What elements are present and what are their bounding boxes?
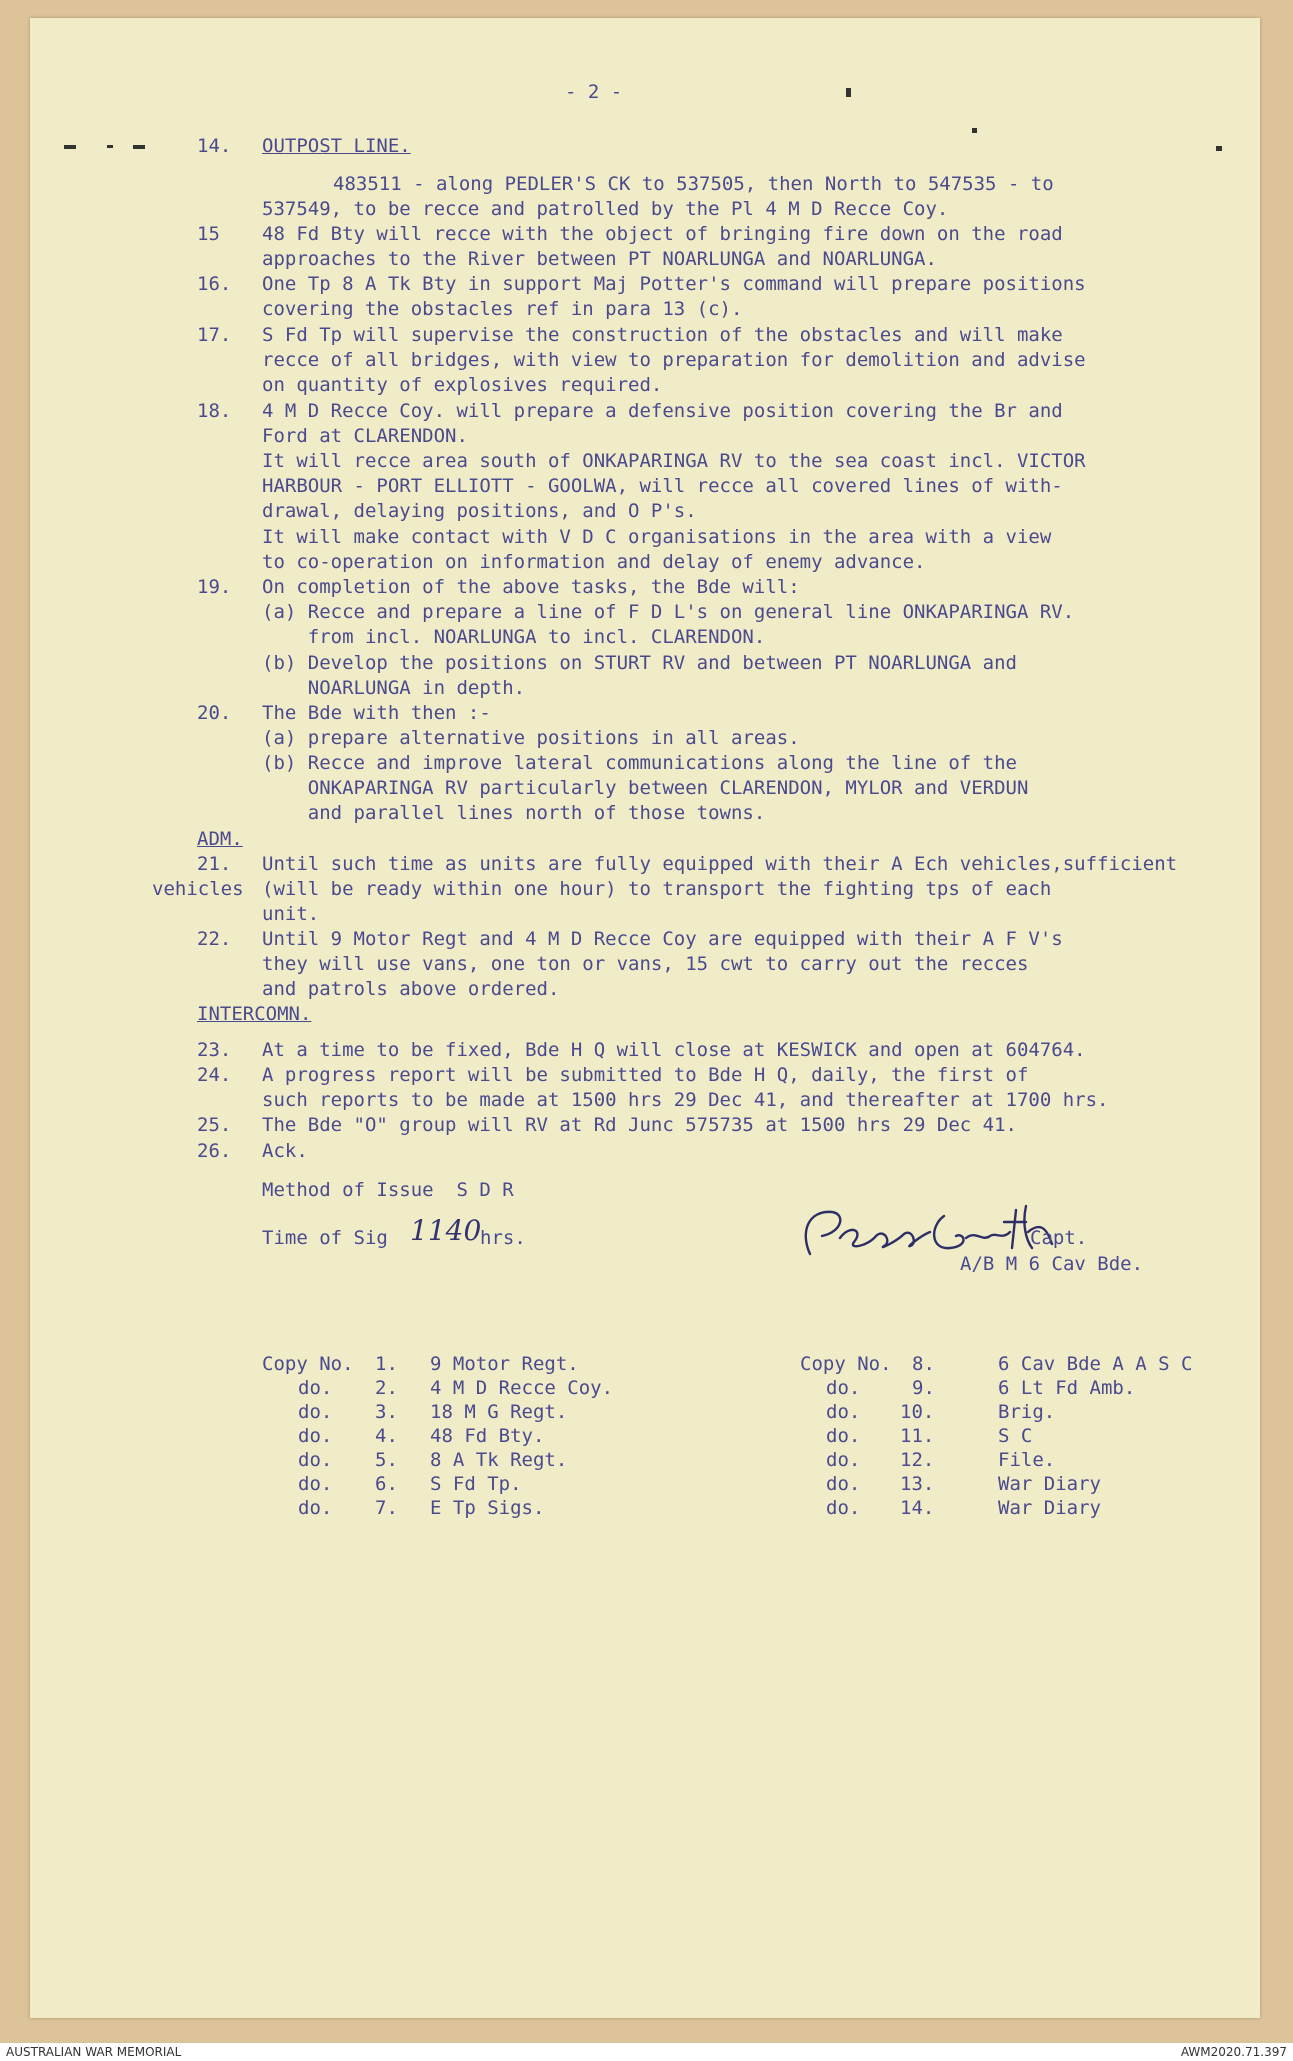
time-of-sig-handwritten: 1140 xyxy=(410,1214,482,1247)
dist-unit: Brig. xyxy=(998,1401,1056,1423)
punch-mark-1 xyxy=(64,145,76,149)
para-19-b-line-2: NOARLUNGA in depth. xyxy=(262,677,526,699)
para-18-line-2: Ford at CLARENDON. xyxy=(262,425,468,447)
para-23-number: 23. xyxy=(197,1039,232,1061)
para-18-number: 18. xyxy=(197,400,232,422)
para-17-line-2: recce of all bridges, with view to preparation for demolition and advise xyxy=(262,349,1086,371)
para-23-line-1: At a time to be fixed, Bde H Q will close at KESWICK and open at 604764. xyxy=(262,1039,1086,1061)
dist-label: do. xyxy=(298,1425,333,1447)
time-of-sig-suffix: hrs. xyxy=(480,1227,526,1249)
para-19-a-line-1: (a) Recce and prepare a line of F D L's on general line ONKAPARINGA RV. xyxy=(262,601,1075,623)
dist-num: 2. xyxy=(375,1377,398,1399)
para-17-line-3: on quantity of explosives required. xyxy=(262,374,663,396)
para-18-line-4: HARBOUR - PORT ELLIOTT - GOOLWA, will recce all covered lines of with- xyxy=(262,475,1063,497)
punch-mark-3 xyxy=(133,145,145,149)
footer-institution: AUSTRALIAN WAR MEMORIAL xyxy=(6,2045,182,2059)
para-25-line-1: The Bde "O" group will RV at Rd Junc 575735 at 1500 hrs 29 Dec 41. xyxy=(262,1114,1017,1136)
adm-heading: ADM. xyxy=(197,828,243,850)
dist-label: do. xyxy=(826,1425,861,1447)
dist-num: 10. xyxy=(900,1401,935,1423)
para-22-line-1: Until 9 Motor Regt and 4 M D Recce Coy are equipped with their A F V's xyxy=(262,928,1063,950)
dist-unit: 4 M D Recce Coy. xyxy=(430,1377,614,1399)
dist-label: Copy No. xyxy=(262,1353,354,1375)
dist-label: do. xyxy=(826,1449,861,1471)
para-18-line-1: 4 M D Recce Coy. will prepare a defensive position covering the Br and xyxy=(262,400,1063,422)
para-17-line-1: S Fd Tp will supervise the construction of the obstacles and will make xyxy=(262,324,1063,346)
para-19-line-1: On completion of the above tasks, the Bde will: xyxy=(262,576,800,598)
dist-unit: S C xyxy=(998,1425,1033,1447)
dist-num: 4. xyxy=(375,1425,398,1447)
outpost-line-heading: OUTPOST LINE. xyxy=(262,135,411,157)
dist-num: 5. xyxy=(375,1449,398,1471)
dist-unit: 18 M G Regt. xyxy=(430,1401,568,1423)
ink-speck-1 xyxy=(846,88,851,97)
para-21-margin-word: vehicles xyxy=(152,878,244,900)
dist-num: 3. xyxy=(375,1401,398,1423)
dist-num: 9. xyxy=(912,1377,935,1399)
dist-label: do. xyxy=(298,1377,333,1399)
method-of-issue: Method of Issue S D R xyxy=(262,1179,514,1201)
dist-label: do. xyxy=(298,1473,333,1495)
dist-unit: 48 Fd Bty. xyxy=(430,1425,545,1447)
para-14-number: 14. xyxy=(197,135,232,157)
para-22-number: 22. xyxy=(197,928,232,950)
footer-accession-number: AWM2020.71.397 xyxy=(1180,2045,1287,2059)
dist-label: do. xyxy=(298,1497,333,1519)
dist-num: 6. xyxy=(375,1473,398,1495)
dist-unit: S Fd Tp. xyxy=(430,1473,522,1495)
para-20-b-line-1: (b) Recce and improve lateral communications along the line of the xyxy=(262,752,1017,774)
para-20-b-line-2: ONKAPARINGA RV particularly between CLARENDON, MYLOR and VERDUN xyxy=(262,777,1029,799)
para-17-number: 17. xyxy=(197,324,232,346)
dist-unit: File. xyxy=(998,1449,1056,1471)
ink-speck-3 xyxy=(1216,146,1222,151)
dist-num: 13. xyxy=(900,1473,935,1495)
ink-speck-2 xyxy=(972,128,977,133)
dist-unit: 8 A Tk Regt. xyxy=(430,1449,568,1471)
dist-label: do. xyxy=(826,1377,861,1399)
dist-unit: E Tp Sigs. xyxy=(430,1497,545,1519)
dist-unit: 9 Motor Regt. xyxy=(430,1353,579,1375)
intercomn-heading: INTERCOMN. xyxy=(197,1003,312,1025)
para-19-number: 19. xyxy=(197,576,232,598)
time-of-sig-label: Time of Sig xyxy=(262,1227,388,1249)
para-21-line-3: unit. xyxy=(262,903,320,925)
dist-unit: 6 Lt Fd Amb. xyxy=(998,1377,1136,1399)
para-24-number: 24. xyxy=(197,1064,232,1086)
para-14-line-1: 483511 - along PEDLER'S CK to 537505, then North to 547535 - to xyxy=(333,173,1054,195)
para-20-a-line-1: (a) prepare alternative positions in all areas. xyxy=(262,727,800,749)
para-19-a-line-2: from incl. NOARLUNGA to incl. CLARENDON. xyxy=(262,626,766,648)
para-19-b-line-1: (b) Develop the positions on STURT RV and between PT NOARLUNGA and xyxy=(262,652,1017,674)
para-16-line-2: covering the obstacles ref in para 13 (c). xyxy=(262,298,743,320)
para-22-line-3: and patrols above ordered. xyxy=(262,978,560,1000)
dist-label: do. xyxy=(298,1449,333,1471)
dist-label: do. xyxy=(826,1497,861,1519)
para-20-line-1: The Bde with then :- xyxy=(262,702,491,724)
para-15-line-2: approaches to the River between PT NOARLUNGA and NOARLUNGA. xyxy=(262,248,937,270)
signature-appointment: A/B M 6 Cav Bde. xyxy=(960,1253,1144,1275)
dist-label: Copy No. xyxy=(800,1353,892,1375)
dist-num: 8. xyxy=(912,1353,935,1375)
para-15-line-1: 48 Fd Bty will recce with the object of bringing fire down on the road xyxy=(262,223,1063,245)
dist-unit: 6 Cav Bde A A S C xyxy=(998,1353,1193,1375)
para-24-line-2: such reports to be made at 1500 hrs 29 Dec 41, and thereafter at 1700 hrs. xyxy=(262,1089,1109,1111)
page-number: - 2 - xyxy=(565,81,623,103)
para-22-line-2: they will use vans, one ton or vans, 15 cwt to carry out the recces xyxy=(262,953,1029,975)
para-20-b-line-3: and parallel lines north of those towns. xyxy=(262,802,766,824)
para-18-line-3: It will recce area south of ONKAPARINGA RV to the sea coast incl. VICTOR xyxy=(262,450,1086,472)
para-21-line-2: (will be ready within one hour) to transport the fighting tps of each xyxy=(262,878,1052,900)
dist-label: do. xyxy=(826,1473,861,1495)
para-25-number: 25. xyxy=(197,1114,232,1136)
para-21-line-1: Until such time as units are fully equipped with their A Ech vehicles,sufficient xyxy=(262,853,1178,875)
para-26-number: 26. xyxy=(197,1140,232,1162)
dist-num: 11. xyxy=(900,1425,935,1447)
dist-num: 12. xyxy=(900,1449,935,1471)
dist-num: 14. xyxy=(900,1497,935,1519)
signature-rank: Capt. xyxy=(1030,1227,1088,1249)
para-18-line-5: drawal, delaying positions, and O P's. xyxy=(262,500,697,522)
para-26-line-1: Ack. xyxy=(262,1140,308,1162)
dist-label: do. xyxy=(826,1401,861,1423)
para-18-line-7: to co-operation on information and delay of enemy advance. xyxy=(262,551,926,573)
archive-footer xyxy=(0,2043,1293,2061)
dist-unit: War Diary xyxy=(998,1497,1101,1519)
para-20-number: 20. xyxy=(197,702,232,724)
dist-num: 1. xyxy=(375,1353,398,1375)
dist-num: 7. xyxy=(375,1497,398,1519)
para-21-number: 21. xyxy=(197,853,232,875)
para-18-line-6: It will make contact with V D C organisations in the area with a view xyxy=(262,526,1052,548)
dist-unit: War Diary xyxy=(998,1473,1101,1495)
para-24-line-1: A progress report will be submitted to Bde H Q, daily, the first of xyxy=(262,1064,1029,1086)
dist-label: do. xyxy=(298,1401,333,1423)
para-15-number: 15 xyxy=(197,223,220,245)
para-16-line-1: One Tp 8 A Tk Bty in support Maj Potter's command will prepare positions xyxy=(262,273,1086,295)
para-16-number: 16. xyxy=(197,273,232,295)
punch-mark-2 xyxy=(107,145,113,148)
para-14-line-2: 537549, to be recce and patrolled by the Pl 4 M D Recce Coy. xyxy=(262,198,949,220)
